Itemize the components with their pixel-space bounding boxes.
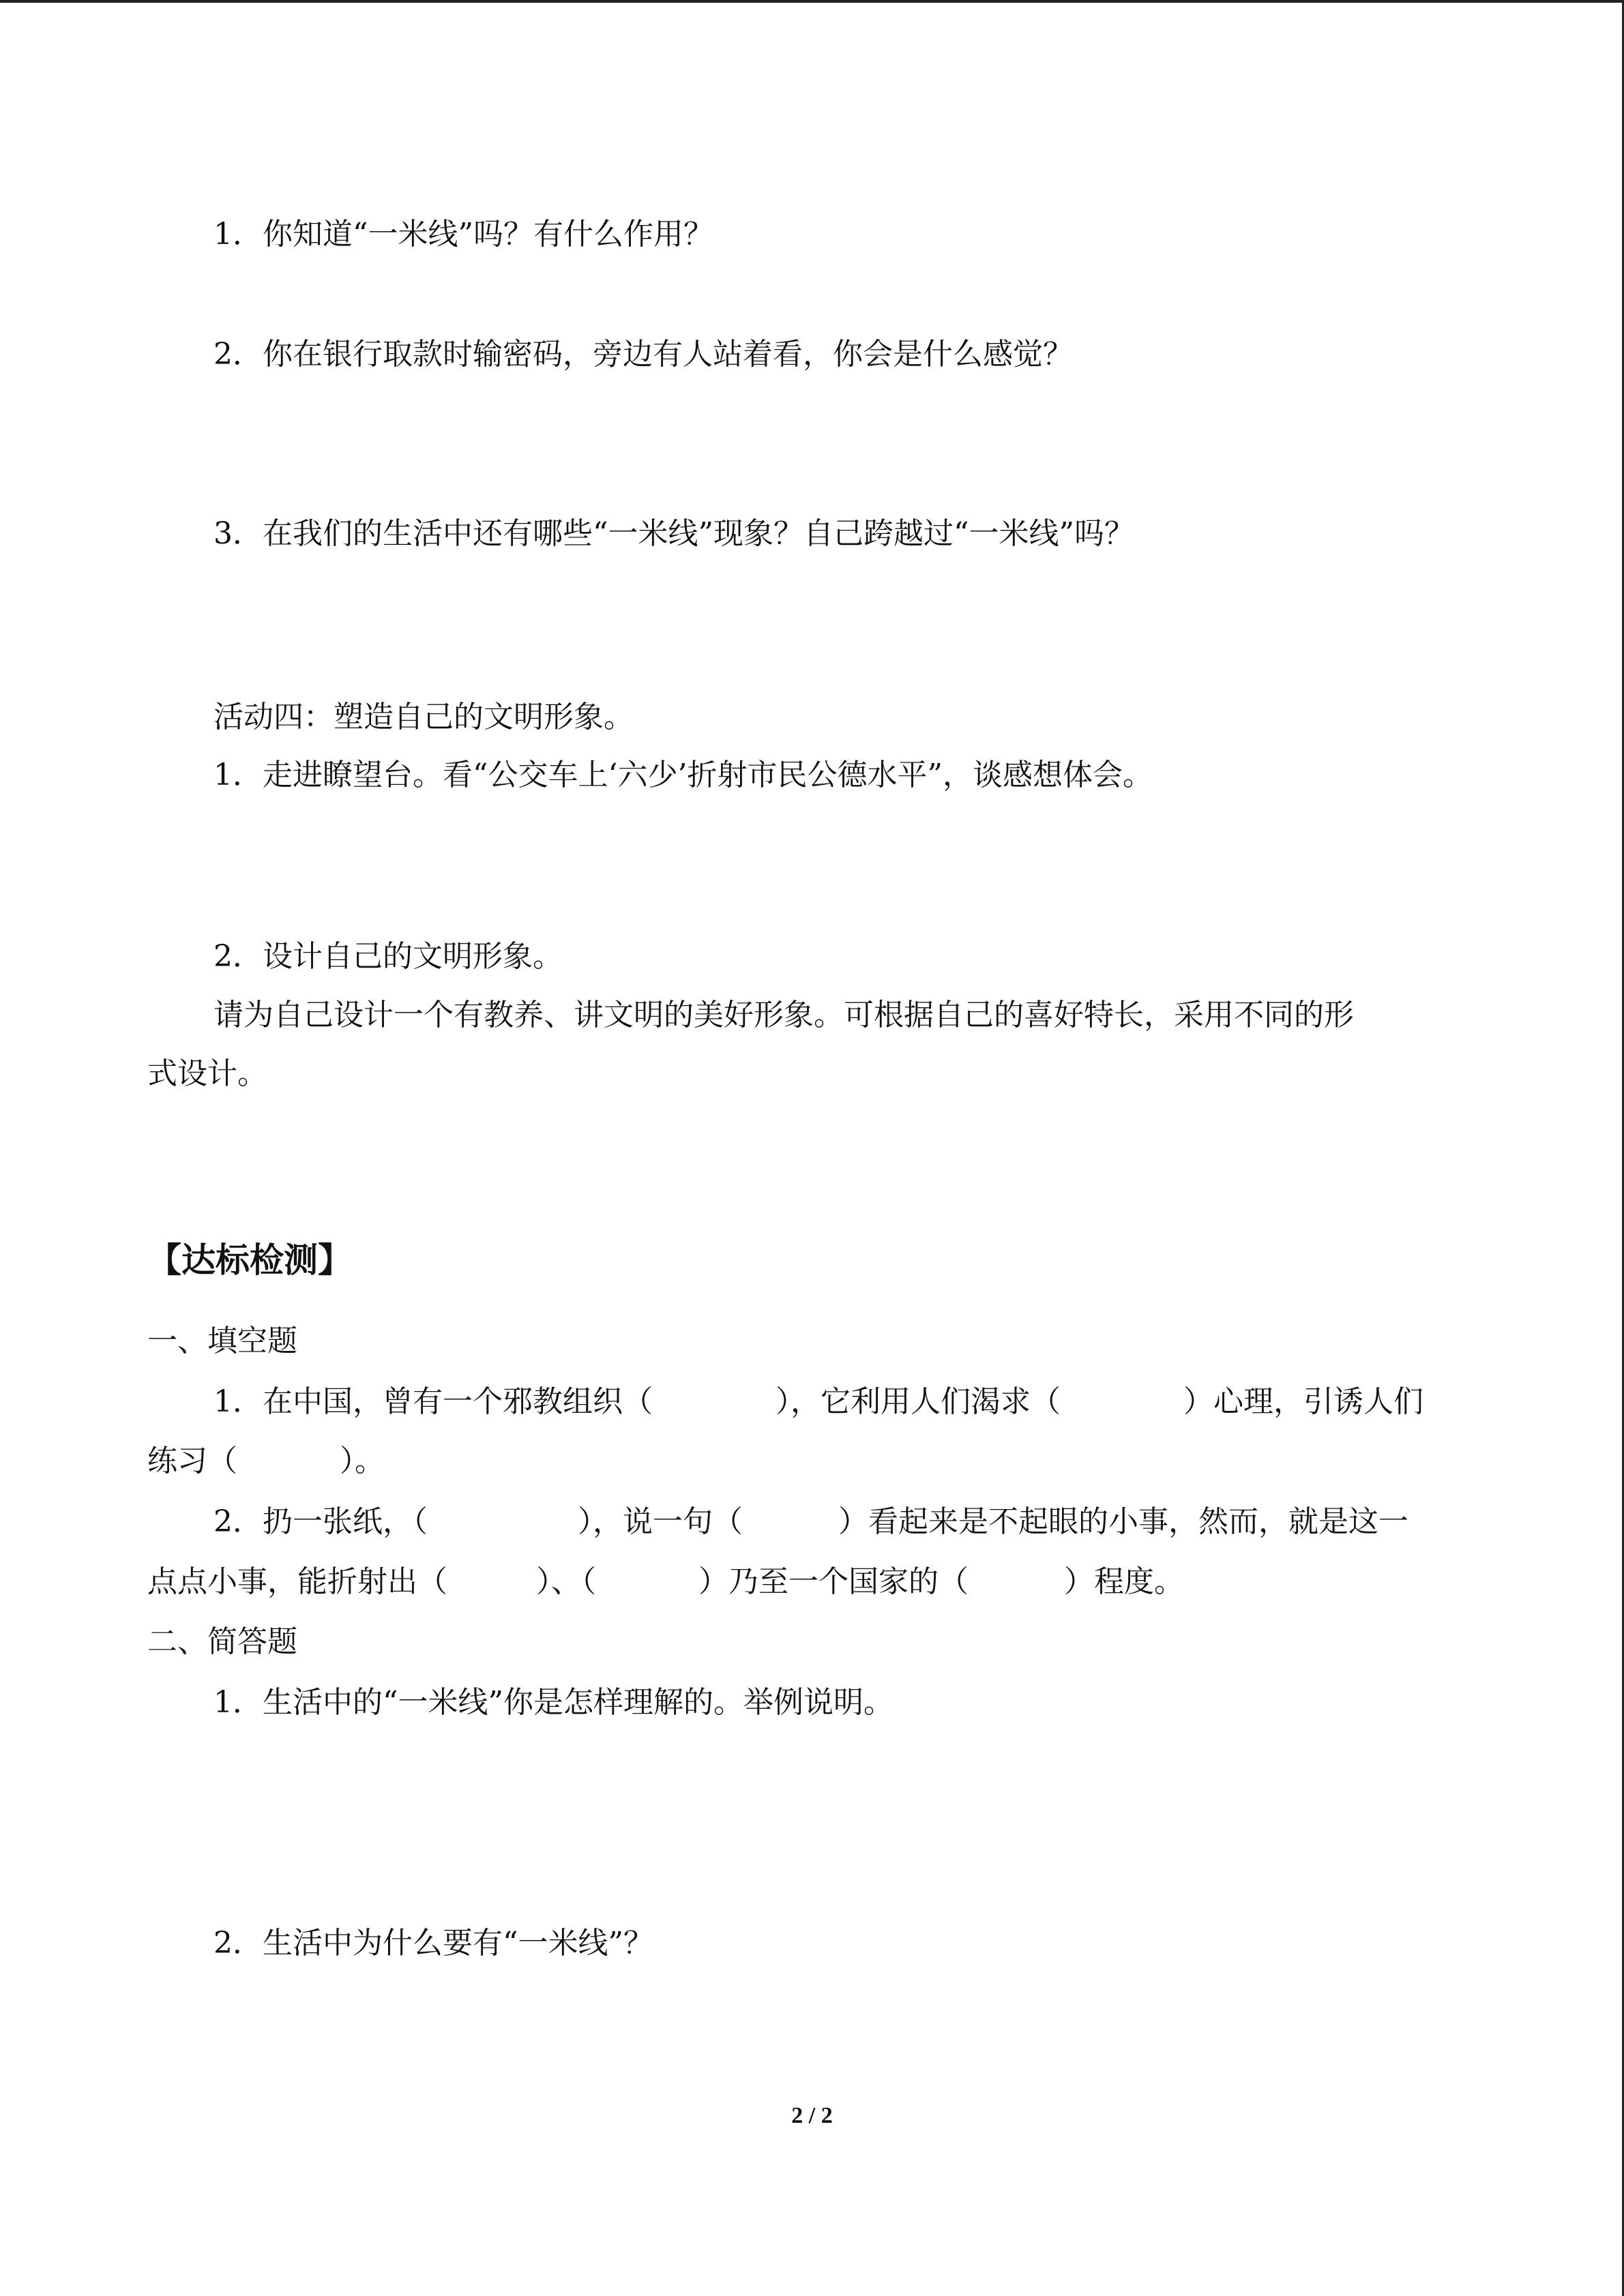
fill1-text-e: ）。 [340, 1444, 385, 1478]
page-number: 2 / 2 [791, 2103, 833, 2128]
fill1-text-a: 1．在中国，曾有一个邪教组织（ [213, 1384, 653, 1419]
fill1-text-b: ），它利用人们渴求（ [776, 1384, 1061, 1419]
question-2: 2．你在银行取款时输密码，旁边有人站着看，你会是什么感觉？ [213, 337, 1073, 372]
fill2-text-e: ）、（ [536, 1564, 596, 1599]
fill2-text-b: ），说一句（ [578, 1504, 743, 1539]
fill-question-2-line-2 [0, 1562, 1624, 1602]
activity-four-desc-line-1: 请为自己设计一个有教养、讲文明的美好形象。可根据自己的喜好特长，采用不同的形 [213, 998, 1354, 1032]
fill-question-1-line-2 [0, 1441, 1624, 1482]
short-answer-question-2: 2．生活中为什么要有“一米线”？ [213, 1926, 653, 1960]
top-border [0, 0, 1624, 3]
fill-question-2-line-1 [0, 1502, 1624, 1542]
assessment-heading: 【达标检测】 [147, 1240, 352, 1280]
fill2-text-f: ）乃至一个国家的（ [698, 1564, 969, 1599]
activity-four-title: 活动四：塑造自己的文明形象。 [213, 700, 634, 734]
fill2-text-c: ）看起来是不起眼的小事，然而，就是这一 [838, 1504, 1408, 1539]
question-3: 3．在我们的生活中还有哪些“一米线”现象？自己跨越过“一米线”吗？ [213, 516, 1134, 551]
fill2-text-d: 点点小事，能折射出（ [147, 1564, 447, 1599]
fill-in-section-title: 一、填空题 [147, 1324, 297, 1358]
activity-four-item-2: 2．设计自己的文明形象。 [213, 939, 563, 974]
fill2-text-g: ）程度。 [1064, 1564, 1184, 1599]
fill2-text-a: 2．扔一张纸，（ [213, 1504, 428, 1539]
short-answer-section-title: 二、简答题 [147, 1624, 297, 1659]
question-1: 1．你知道“一米线”吗？有什么作用？ [213, 217, 713, 252]
short-answer-question-1: 1．生活中的“一米线”你是怎样理解的。举例说明。 [213, 1685, 894, 1720]
activity-four-desc-line-2: 式设计。 [147, 1056, 267, 1091]
fill-question-1-line-1 [0, 1382, 1624, 1422]
activity-four-item-1: 1．走进瞭望台。看“公交车上‘六少’折射市民公德水平”，谈感想体会。 [213, 758, 1153, 792]
fill1-text-c: ）心理，引诱人们 [1183, 1384, 1423, 1419]
fill1-text-d: 练习（ [147, 1444, 237, 1478]
